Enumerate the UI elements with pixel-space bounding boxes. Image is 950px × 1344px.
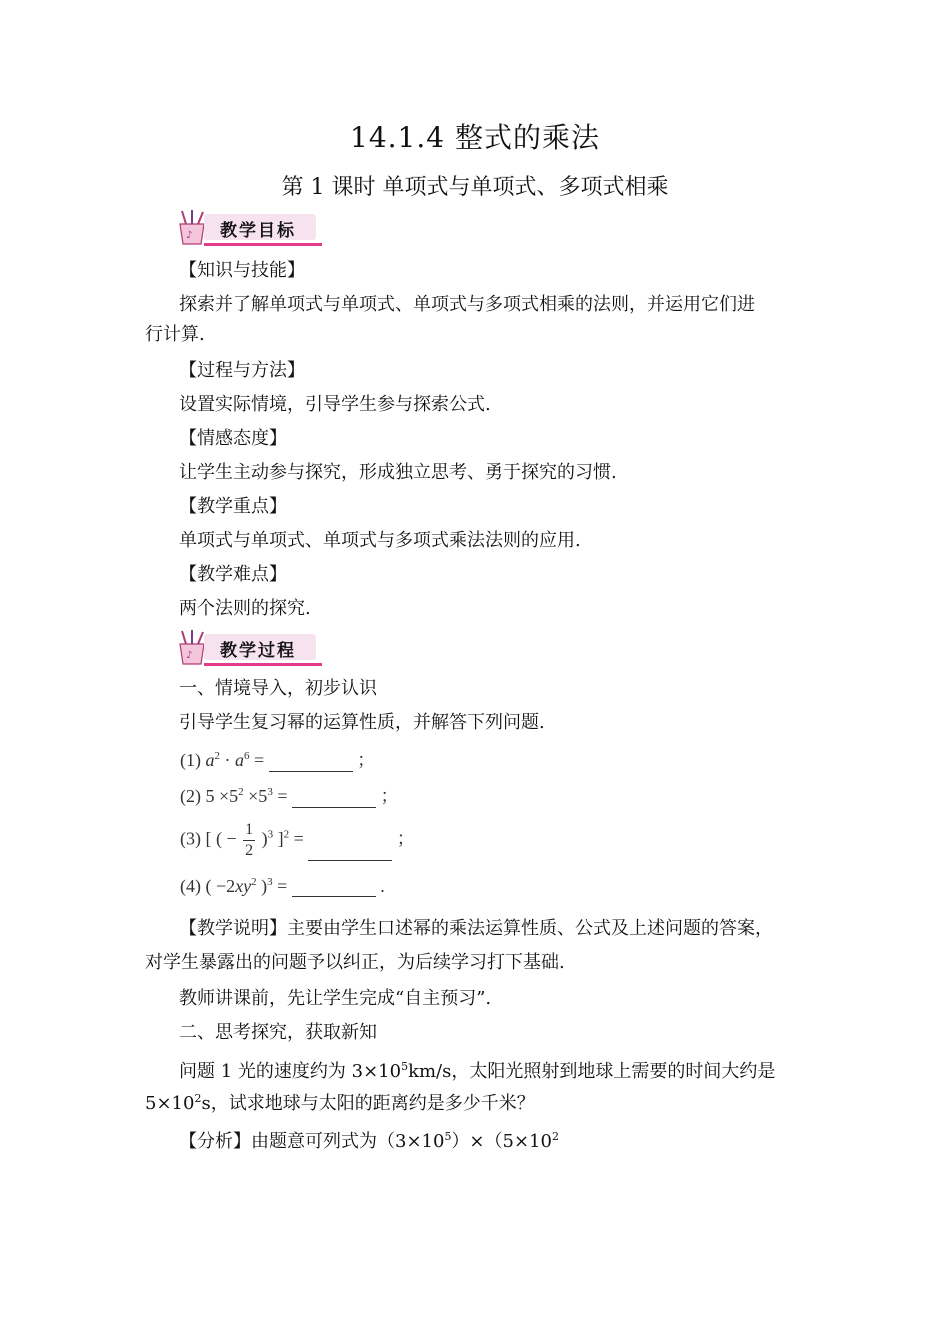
math-exponent: 5 [444,1130,452,1143]
math-expression: [ ( − [205,828,237,849]
answer-blank[interactable] [292,789,376,808]
punctuation: . [380,876,385,896]
fraction [243,820,255,861]
math-expression: ) [261,828,268,849]
emotion-heading: 【情感态度】 [179,428,287,449]
key-point-text: 单项式与单项式、单项式与多项式乘法法则的应用. [179,530,581,551]
math-exponent: 3 [267,876,273,888]
badge-label: 教学目标 [220,221,296,241]
math-var: a [235,750,244,770]
punctuation: ； [396,828,415,849]
section2-title: 二、思考探究，获取新知 [179,1022,377,1043]
knowledge-heading: 【知识与技能】 [179,260,305,281]
section1-intro: 引导学生复习幂的运算性质，并解答下列问题. [179,712,545,733]
process-method-text: 设置实际情境，引导学生参与探索公式. [179,394,491,415]
exercise-1 [180,746,375,772]
math-expression: ) [261,876,268,896]
answer-blank[interactable] [308,842,392,861]
exercise-3 [180,820,415,861]
problem-text: s，试求地球与太阳的距离约是多少千米？ [201,1093,535,1114]
math-var: a [205,750,215,770]
difficult-point-text: 两个法则的探究. [179,598,311,619]
math-expression: ( −2 [205,876,236,896]
goals-badge [174,208,324,248]
punctuation: ； [357,750,376,770]
math-equals: = [277,876,292,896]
math-exponent: 2 [238,786,244,798]
math-exponent: 3 [267,828,274,841]
math-operator: · [224,750,235,770]
process-badge [174,628,324,668]
fraction-numerator: 1 [243,820,255,841]
problem-text: km/s，太阳光照射到地球上需要的时间大约是 [408,1061,776,1082]
math-equals: = [293,828,309,849]
math-exponent: 2 [251,876,257,888]
exercise-number: (2) [180,786,201,806]
exercise-number: (3) [180,828,201,849]
problem-text: 5×10 [145,1093,195,1114]
teaching-note-line2: 对学生暴露出的问题予以纠正，为后续学习打下基础. [145,952,565,973]
math-exponent: 2 [214,750,220,762]
math-exponent: 2 [551,1130,559,1143]
analysis-line [145,1120,825,1159]
page-subtitle: 第 1 课时 单项式与单项式、多项式相乘 [281,175,669,200]
section1-title: 一、情境导入，初步认识 [179,678,377,699]
analysis-text: 【分析】由题意可列式为（3×10 [179,1131,445,1152]
exercise-4 [180,876,385,897]
knowledge-text-line1: 探索并了解单项式与单项式、单项式与多项式相乘的法则，并运用它们进 [179,294,755,315]
problem-line2 [145,1082,825,1121]
fraction-denominator: 2 [245,842,254,859]
svg-text:♪: ♪ [186,230,193,241]
badge-underline [204,663,322,666]
teaching-note-line1: 【教学说明】主要由学生口述幂的乘法运算性质、公式及上述问题的答案， [179,918,773,939]
math-exponent: 5 [401,1060,409,1073]
process-method-heading: 【过程与方法】 [179,360,305,381]
analysis-text: ）×（5×10 [451,1131,552,1152]
math-equals: = [254,750,269,770]
teaching-note-line3: 教师讲课前，先让学生完成“自主预习”. [179,988,492,1009]
math-expression: 5 ×5 [205,786,239,806]
problem-text: 问题 1 光的速度约为 3×10 [179,1061,402,1082]
math-expression: ×5 [248,786,268,806]
key-point-heading: 【教学重点】 [179,496,287,517]
math-exponent: 3 [267,786,273,798]
badge-label: 教学过程 [220,641,296,661]
knowledge-text-line2: 行计算. [145,324,205,345]
exercise-2 [180,782,398,808]
math-expression: ] [277,828,284,849]
math-exponent: 6 [244,750,250,762]
emotion-text: 让学生主动参与探究，形成独立思考、勇于探究的习惯. [179,462,617,483]
math-exponent: 2 [194,1092,202,1105]
math-exponent: 2 [283,828,290,841]
answer-blank[interactable] [292,878,376,897]
svg-text:♪: ♪ [186,650,193,661]
badge-underline [204,243,322,246]
answer-blank[interactable] [269,753,353,772]
math-equals: = [277,786,292,806]
punctuation: ； [380,786,399,806]
math-var: xy [235,876,252,896]
exercise-number: (1) [180,750,201,770]
page-title: 14.1.4 整式的乘法 [350,121,600,154]
exercise-number: (4) [180,876,201,896]
difficult-point-heading: 【教学难点】 [179,564,287,585]
